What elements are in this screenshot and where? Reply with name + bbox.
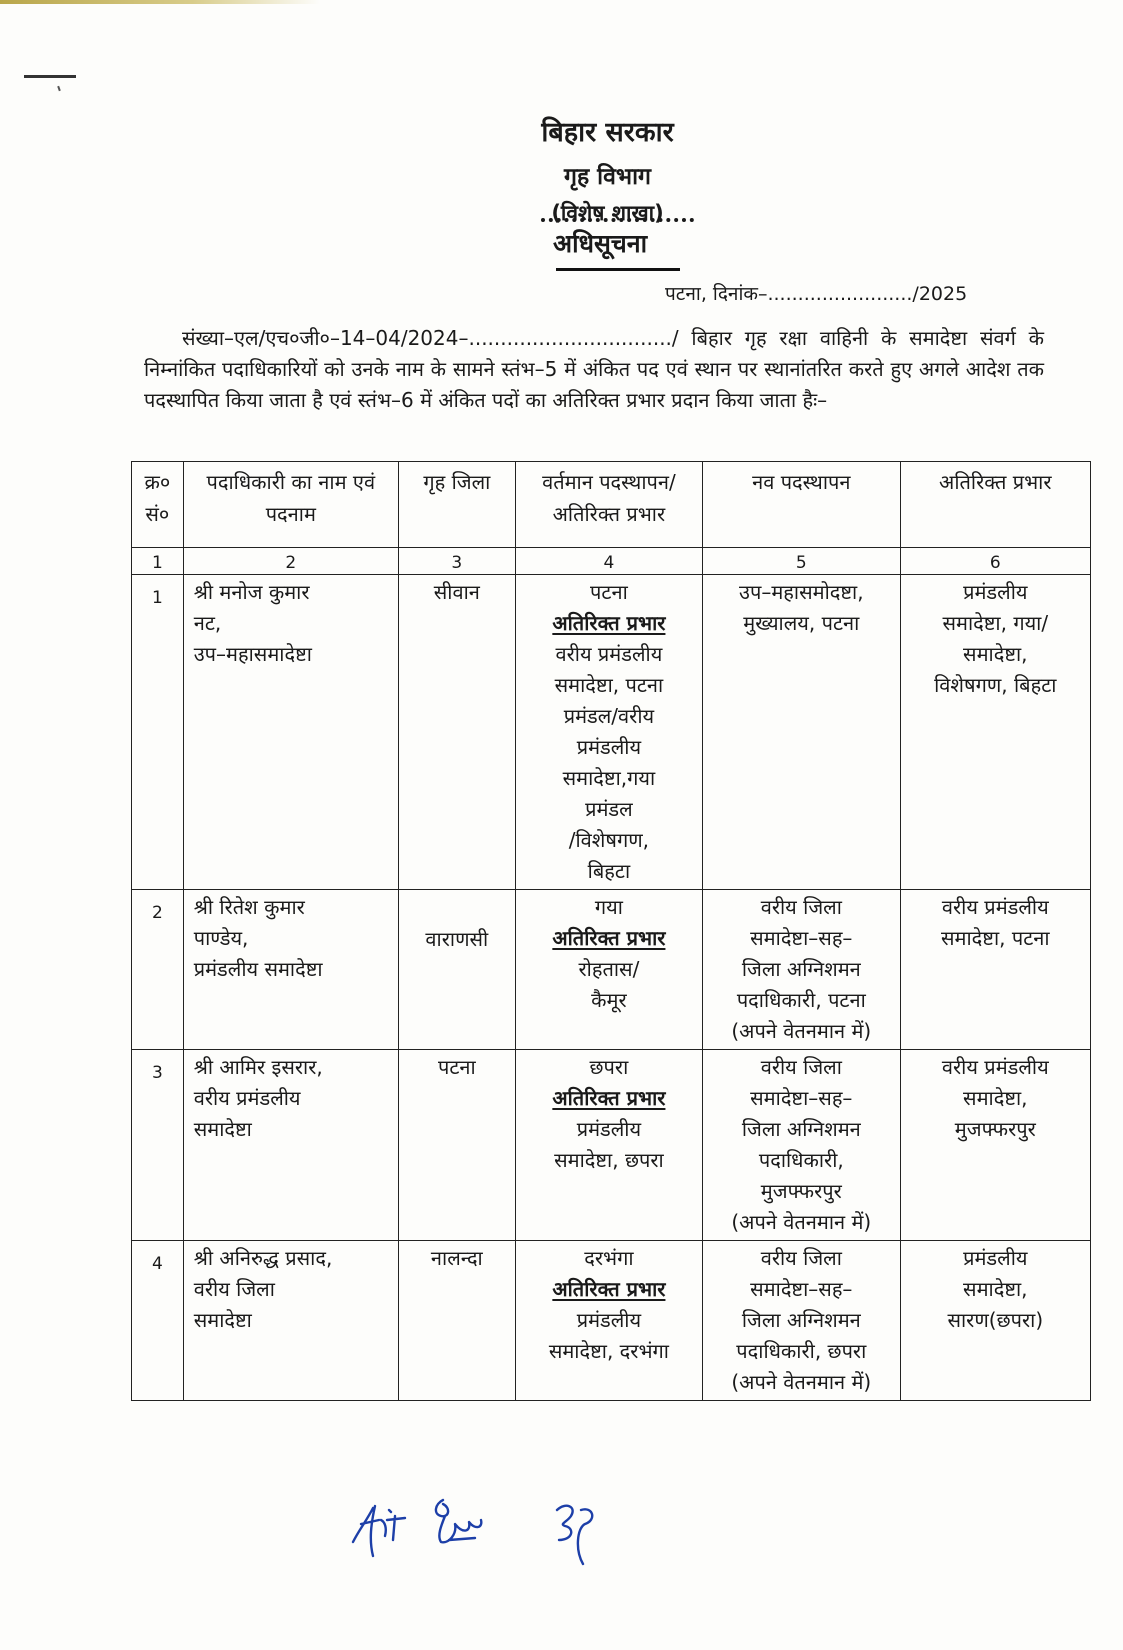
notification-title: अधिसूचना [553, 229, 648, 258]
col-num: 4 [515, 548, 702, 575]
current-addl-line: बिहटा [587, 859, 631, 883]
additional-charge-cell [900, 575, 1090, 890]
additional-charge-label: अतिरिक्त प्रभार [552, 1086, 666, 1110]
name-line: वरीय जिला [193, 1277, 275, 1301]
extra-line: प्रमंडलीय [963, 1246, 1028, 1270]
officer-name-cell [183, 890, 398, 1050]
new-line: मुजफ्फरपुर [760, 1179, 842, 1203]
extra-line: समादेष्टा, पटना [941, 926, 1050, 950]
current-addl-line: समादेष्टा, पटना [554, 673, 664, 697]
new-line: पदाधिकारी, पटना [736, 988, 866, 1012]
current-posting-cell [515, 575, 702, 890]
header-new-posting: नव पदस्थापन [703, 462, 901, 548]
new-line: समादेष्टा–सह– [750, 1086, 853, 1110]
header-sn: क्र० सं० [132, 462, 184, 548]
extra-line: मुजफ्फरपुर [954, 1117, 1036, 1141]
new-line: पदाधिकारी, छपरा [736, 1339, 867, 1363]
current-place: पटना [590, 580, 628, 604]
col-num: 6 [900, 548, 1090, 575]
serial-number-cell: 1 [132, 575, 184, 890]
current-place: दरभंगा [584, 1246, 634, 1270]
new-posting-cell [703, 1050, 901, 1241]
new-line: जिला अग्निशमन [741, 957, 861, 981]
table-row [132, 890, 1091, 1050]
extra-line: समादेष्टा, [963, 1277, 1028, 1301]
additional-charge-label: अतिरिक्त प्रभार [552, 611, 666, 635]
current-place: छपरा [589, 1055, 629, 1079]
title-underline [556, 268, 680, 271]
current-place: गया [594, 895, 623, 919]
current-addl-line: वरीय प्रमंडलीय [555, 642, 663, 666]
home-district-cell: वाराणसी [398, 890, 515, 1050]
officer-name-cell [183, 575, 398, 890]
department-name: गृह विभाग [564, 164, 651, 190]
current-addl-line: रोहतास/ [578, 957, 640, 981]
date-line: पटना, दिनांक–......................../2025 [665, 283, 968, 305]
new-line: समादेष्टा–सह– [750, 1277, 853, 1301]
officer-name-cell [183, 1050, 398, 1241]
new-line: जिला अग्निशमन [741, 1117, 861, 1141]
new-line: समादेष्टा–सह– [750, 926, 853, 950]
current-addl-line: /विशेषगण, [568, 828, 650, 852]
home-district-cell: पटना [398, 1050, 515, 1241]
current-posting-cell [515, 890, 702, 1050]
name-line: श्री आमिर इसरार, [193, 1055, 323, 1079]
current-posting-cell [515, 1241, 702, 1401]
extra-line: समादेष्टा, [963, 1086, 1028, 1110]
name-line: श्री मनोज कुमार [193, 580, 310, 604]
serial-number-cell: 4 [132, 1241, 184, 1401]
new-posting-cell [703, 1241, 901, 1401]
col-num: 5 [703, 548, 901, 575]
extra-line: समादेष्टा, [963, 642, 1028, 666]
govt-name: बिहार सरकार [541, 117, 674, 148]
col-num: 1 [132, 548, 184, 575]
extra-line: वरीय प्रमंडलीय [941, 1055, 1049, 1079]
intro-text: बिहार गृह रक्षा वाहिनी के समादेष्टा संवर्ग के निम्नांकित पदाधिकारियों को उनके नाम के सामने स्तंभ–5 में अंकित पद एवं स्थान पर स्थानांतरित करते हुए अगले आदेश तक पदस्थापित किया जाता है एवं स्तंभ–6 में अंकित पदों का अतिरिक्त प्रभार प्रदान किया जाता हैः– [144, 326, 1044, 412]
table-header-row [132, 462, 1091, 548]
table-row [132, 575, 1091, 890]
current-addl-line: समादेष्टा, छपरा [554, 1148, 664, 1172]
additional-charge-label: अतिरिक्त प्रभार [552, 926, 666, 950]
new-line: (अपने वेतनमान में) [731, 1210, 872, 1234]
name-line: उप–महासमादेष्टा [193, 642, 312, 666]
new-line: उप–महासमोदष्टा, [739, 580, 864, 604]
additional-charge-cell [900, 1050, 1090, 1241]
current-addl-line: कैमूर [591, 988, 627, 1012]
additional-charge-cell [900, 890, 1090, 1050]
posting-table [131, 461, 1091, 1401]
new-line: (अपने वेतनमान में) [731, 1370, 872, 1394]
officer-name-cell [183, 1241, 398, 1401]
table-row [132, 1241, 1091, 1401]
additional-charge-label: अतिरिक्त प्रभार [552, 1277, 666, 1301]
home-district-cell: नालन्दा [398, 1241, 515, 1401]
table-row [132, 1050, 1091, 1241]
dotted-rule [541, 218, 694, 222]
new-line: मुख्यालय, पटना [743, 611, 860, 635]
reference-number: संख्या–एल/एच०जी०–14–04/2024–................................/ [182, 326, 679, 350]
column-number-row [132, 548, 1091, 575]
handwritten-initials [345, 1480, 675, 1570]
header-additional-charge: अतिरिक्त प्रभार [900, 462, 1090, 548]
name-line: समादेष्टा [193, 1308, 252, 1332]
current-addl-line: प्रमंडल [585, 797, 633, 821]
current-addl-line: समादेष्टा,गया [562, 766, 656, 790]
name-line: श्री रितेश कुमार [193, 895, 305, 919]
name-line: समादेष्टा [193, 1117, 252, 1141]
current-addl-line: प्रमंडलीय [576, 735, 642, 759]
col-num: 2 [183, 548, 398, 575]
header-current-posting: वर्तमान पदस्थापन/ अतिरिक्त प्रभार [515, 462, 702, 548]
current-addl-line: प्रमंडलीय [576, 1308, 642, 1332]
letterhead [0, 112, 1123, 227]
margin-tick [57, 86, 61, 91]
new-line: (अपने वेतनमान में) [731, 1019, 872, 1043]
col-num: 3 [398, 548, 515, 575]
name-line: प्रमंडलीय समादेष्टा [193, 957, 323, 981]
current-addl-line: समादेष्टा, दरभंगा [548, 1339, 669, 1363]
new-line: पदाधिकारी, [758, 1148, 844, 1172]
name-line: वरीय प्रमंडलीय [193, 1086, 301, 1110]
extra-line: समादेष्टा, गया/ [942, 611, 1049, 635]
name-line: पाण्डेय, [193, 926, 249, 950]
intro-paragraph [144, 323, 1044, 416]
additional-charge-cell [900, 1241, 1090, 1401]
new-line: वरीय जिला [760, 1246, 842, 1270]
current-addl-line: प्रमंडलीय [576, 1117, 642, 1141]
header-home-district: गृह जिला [398, 462, 515, 548]
serial-number-cell: 3 [132, 1050, 184, 1241]
new-posting-cell [703, 575, 901, 890]
new-line: वरीय जिला [760, 895, 842, 919]
margin-dash [24, 75, 76, 78]
extra-line: प्रमंडलीय [963, 580, 1028, 604]
name-line: नट, [193, 611, 222, 635]
current-addl-line: प्रमंडल/वरीय [563, 704, 655, 728]
extra-line: विशेषगण, बिहटा [934, 673, 1057, 697]
new-line: जिला अग्निशमन [741, 1308, 861, 1332]
name-line: श्री अनिरुद्ध प्रसाद, [193, 1246, 333, 1270]
header-name: पदाधिकारी का नाम एवं पदनाम [183, 462, 398, 548]
paper-stain [0, 0, 320, 4]
branch-name: (विशेष शाखा) [551, 201, 664, 225]
new-line: वरीय जिला [760, 1055, 842, 1079]
new-posting-cell [703, 890, 901, 1050]
serial-number-cell: 2 [132, 890, 184, 1050]
home-district-cell: सीवान [398, 575, 515, 890]
extra-line: सारण(छपरा) [947, 1308, 1044, 1332]
current-posting-cell [515, 1050, 702, 1241]
extra-line: वरीय प्रमंडलीय [941, 895, 1049, 919]
